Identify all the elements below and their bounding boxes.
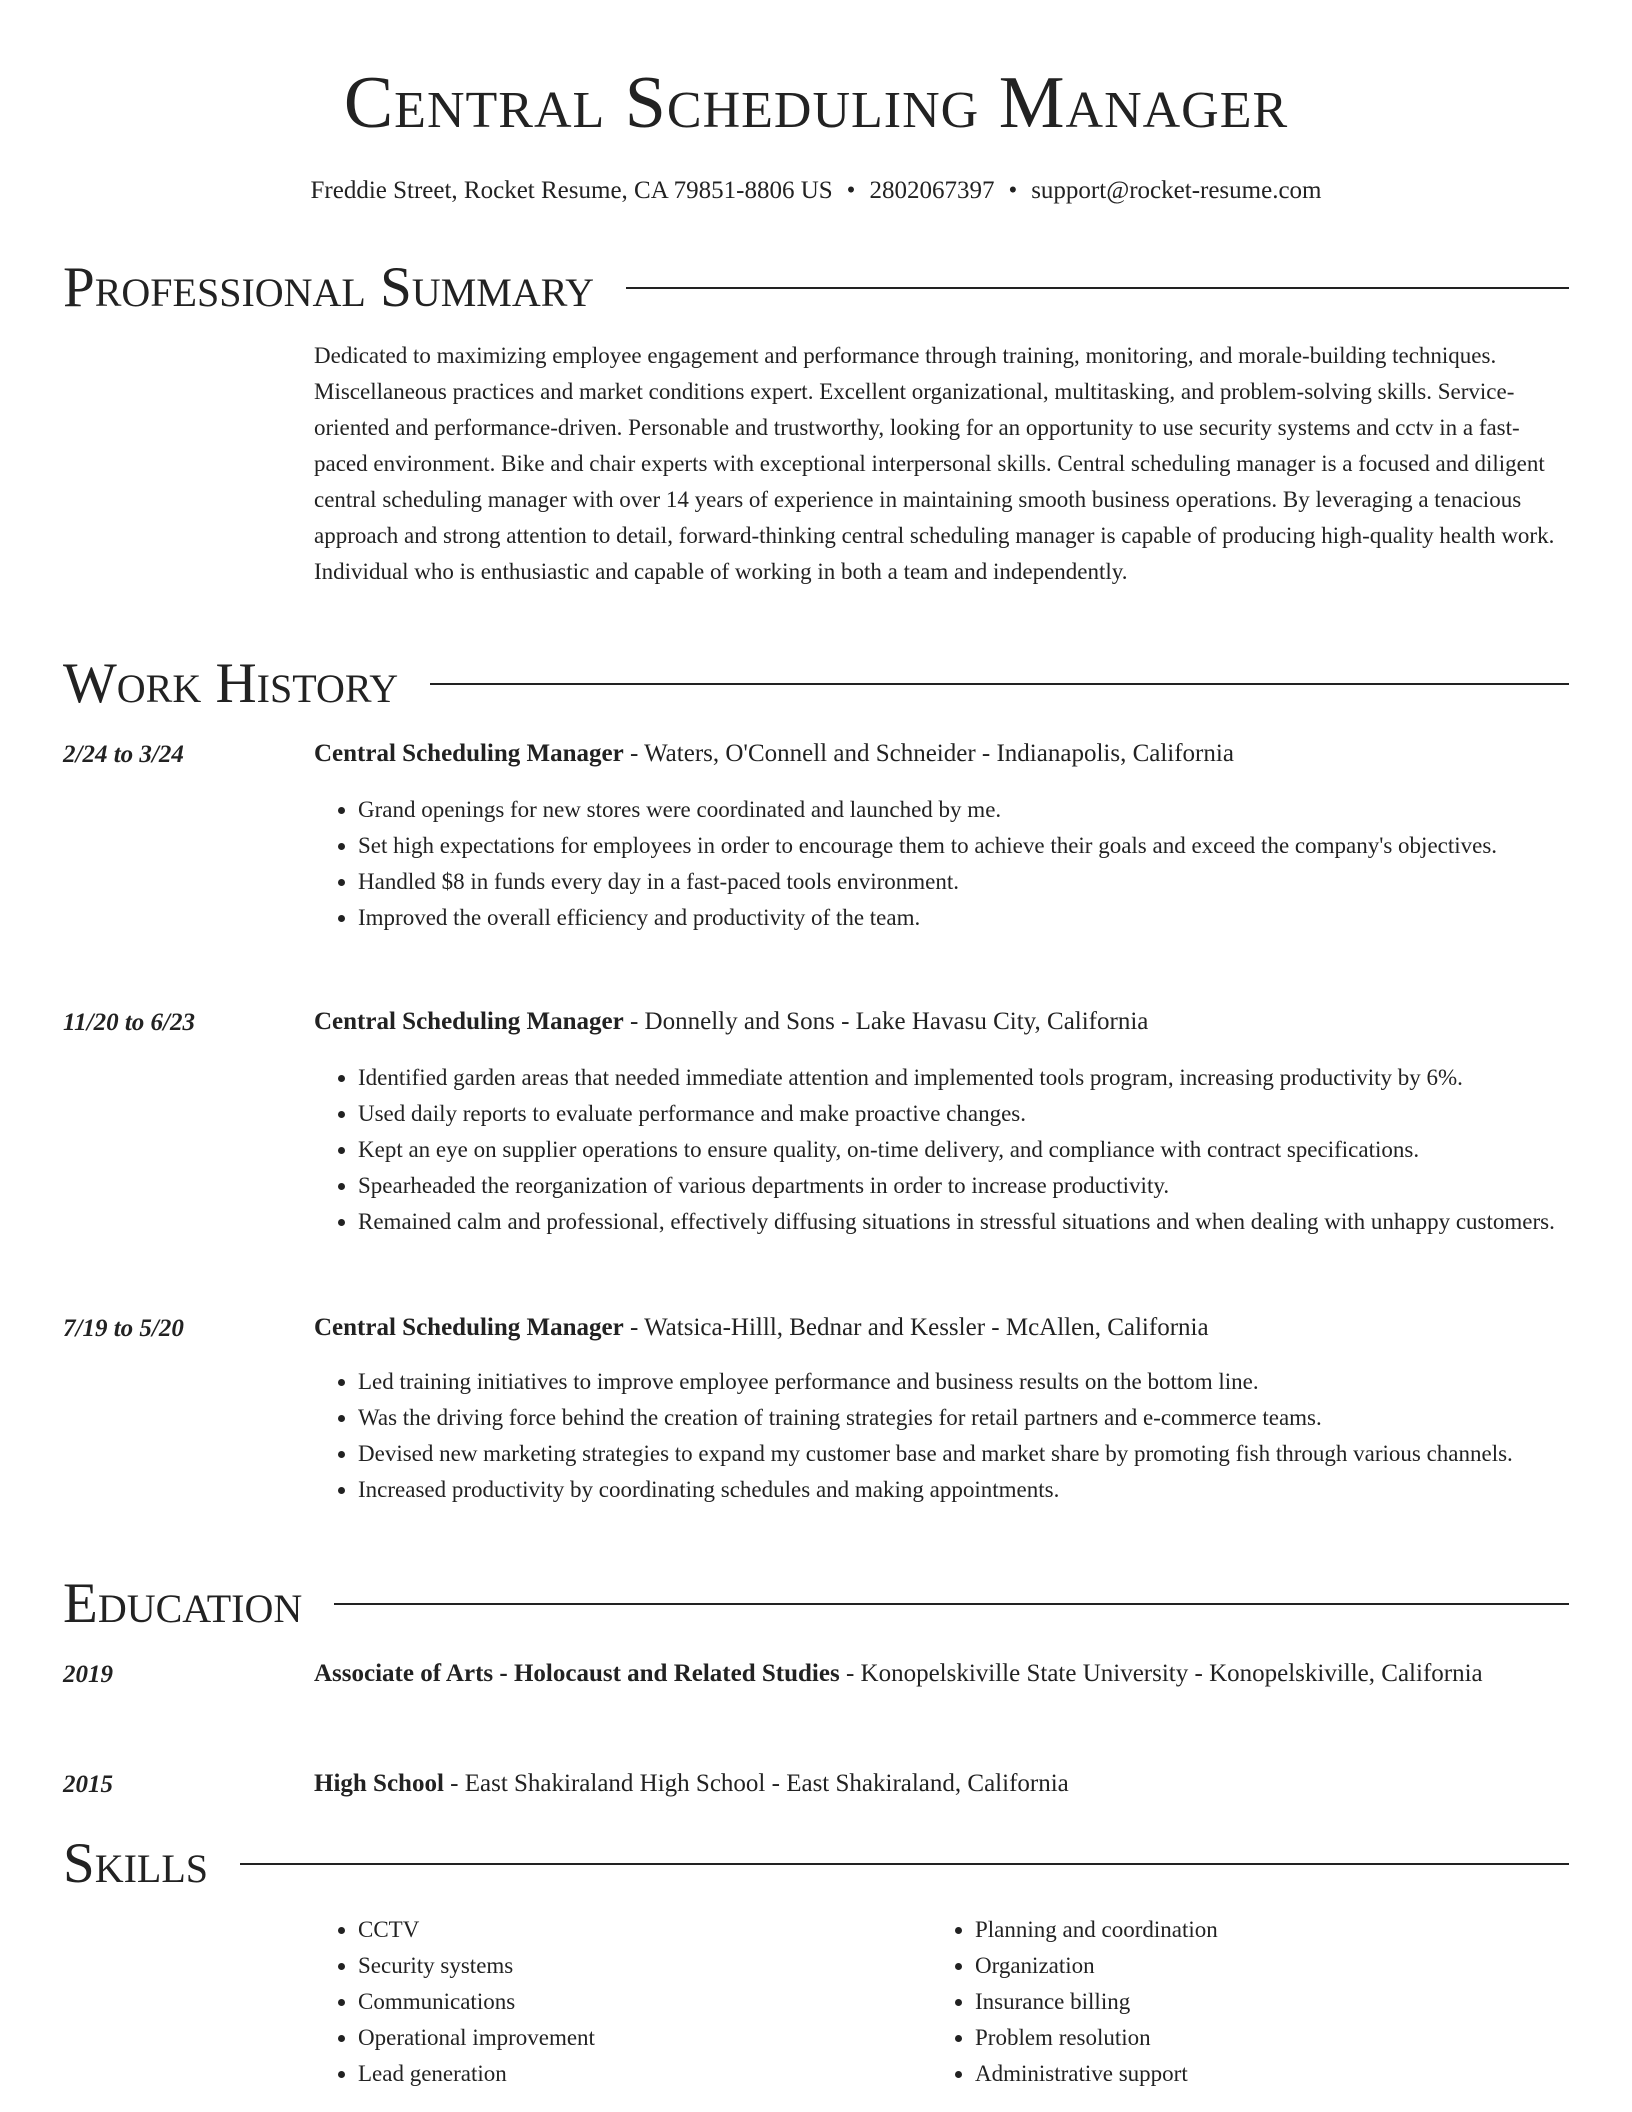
list-item: • Devised new marketing strategies to expand my customer base and market share by promoting fish through various channels. [358,1436,1569,1472]
section-title: Skills [63,1832,209,1895]
education-entry [314,1766,1569,1802]
job-date: 11/20 to 6/23 [63,1009,195,1036]
job-bullets [314,1364,1569,1508]
contact-address: Freddie Street, Rocket Resume, CA 79851-8806 US [310,177,833,204]
education-section-header [63,1574,1569,1634]
job-title: Central Scheduling Manager [314,740,624,767]
job-details: - Watsica-Hilll, Bednar and Kessler - McAllen, California [623,1314,1209,1341]
list-item: • Identified garden areas that needed immediate attention and implemented tools program, increasing productivity by 6%. [358,1060,1569,1096]
contact-separator: • [1008,177,1018,204]
skill-item: • Communications [358,1984,918,2020]
education-details: - Konopelskiville State University - Konopelskiville, California [839,1660,1483,1687]
section-divider [334,1603,1569,1605]
list-item: • Kept an eye on supplier operations to ensure quality, on-time delivery, and compliance with contract specifications. [358,1132,1569,1168]
summary-text: Dedicated to maximizing employee engagement and performance through training, monitoring, and morale-building techniques. Miscellaneous practices and market conditions expert. Excellent organizational, multitasking, and problem-solving skills. Service-oriented and performance-driven. Personable and trustworthy, looking for an opportunity to use security systems and cctv in a fast-paced environment. Bike and chair experts with exceptional interpersonal skills. Central scheduling manager is a focused and diligent central scheduling manager with over 14 years of experience in maintaining smooth business operations. By leveraging a tenacious approach and strong attention to detail, forward-thinking central scheduling manager is capable of producing high-quality health work. Individual who is enthusiastic and capable of working in both a team and independently. [314,343,1555,584]
list-item: • Remained calm and professional, effectively diffusing situations in stressful situations and when dealing with unhappy customers. [358,1204,1569,1240]
job-bullets [314,1060,1569,1240]
education-degree: High School [314,1770,444,1797]
section-title: Professional Summary [63,256,595,319]
skill-item: • Administrative support [975,2056,1595,2092]
list-item: • Improved the overall efficiency and productivity of the team. [358,900,1569,936]
summary-section-header [63,258,1569,318]
skill-item: • Planning and coordination [975,1912,1595,1948]
list-item: • Led training initiatives to improve employee performance and business results on the bottom line. [358,1364,1569,1400]
list-item: • Set high expectations for employees in order to encourage them to achieve their goals and exceed the company's objectives. [358,828,1569,864]
education-entry [314,1656,1569,1692]
section-divider [240,1863,1569,1865]
education-details: - East Shakiraland High School - East Shakiraland, California [443,1770,1069,1797]
skill-item: • Lead generation [358,2056,918,2092]
section-title: Education [63,1572,303,1635]
list-item: • Increased productivity by coordinating schedules and making appointments. [358,1472,1569,1508]
education-date: 2019 [63,1661,113,1688]
education-date: 2015 [63,1771,113,1798]
job-date: 2/24 to 3/24 [63,741,184,768]
list-item: • Used daily reports to evaluate performance and make proactive changes. [358,1096,1569,1132]
contact-line [0,174,1632,208]
job-title-line [314,1004,1569,1040]
job-details: - Donnelly and Sons - Lake Havasu City, California [623,1008,1149,1035]
skills-list-right [931,1912,1595,2092]
skill-item: • Problem resolution [975,2020,1595,2056]
skill-item: • Organization [975,1948,1595,1984]
skill-item: • Operational improvement [358,2020,918,2056]
skill-item: • Insurance billing [975,1984,1595,2020]
contact-email: support@rocket-resume.com [1031,177,1322,204]
education-degree: Associate of Arts - Holocaust and Related Studies [314,1660,840,1687]
job-bullets [314,792,1569,936]
job-title: Central Scheduling Manager [314,1008,624,1035]
list-item: • Was the driving force behind the creation of training strategies for retail partners and e-commerce teams. [358,1400,1569,1436]
job-date: 7/19 to 5/20 [63,1315,184,1342]
contact-phone: 2802067397 [869,177,995,204]
skill-item: • CCTV [358,1912,918,1948]
work-section-header [63,654,1569,714]
candidate-name: Central Scheduling Manager [343,62,1289,144]
section-title: Work History [63,652,399,715]
job-title-line [314,736,1569,772]
list-item: • Handled $8 in funds every day in a fast-paced tools environment. [358,864,1569,900]
section-divider [430,683,1569,685]
skills-section-header [63,1834,1569,1894]
job-title: Central Scheduling Manager [314,1314,624,1341]
skill-item: • Security systems [358,1948,918,1984]
list-item: • Grand openings for new stores were coordinated and launched by me. [358,792,1569,828]
section-divider [626,287,1569,289]
job-details: - Waters, O'Connell and Schneider - Indianapolis, California [623,740,1234,767]
contact-separator: • [846,177,856,204]
skills-list-left [314,1912,918,2092]
job-title-line [314,1310,1569,1346]
list-item: • Spearheaded the reorganization of various departments in order to increase productivity. [358,1168,1569,1204]
